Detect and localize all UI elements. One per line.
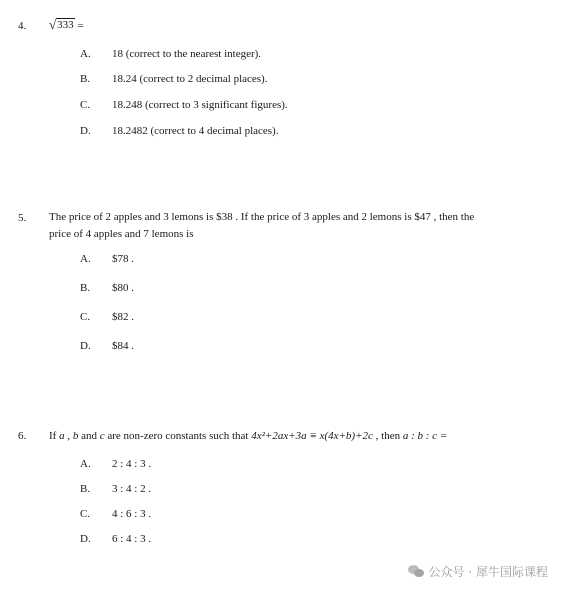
q5-option-d-letter: D. bbox=[80, 340, 91, 352]
q6-var-a: a bbox=[59, 430, 65, 442]
q5-option-b-text: $80 . bbox=[112, 282, 134, 294]
q6-option-c-letter: C. bbox=[80, 508, 91, 520]
q6-ratio: a : b : c = bbox=[402, 430, 448, 442]
q4-option-d-text: 18.2482 (correct to 4 decimal places). bbox=[112, 125, 279, 137]
q6-var-b: b bbox=[72, 430, 79, 442]
q6-option-d-letter: D. bbox=[80, 533, 91, 545]
q5-option-a-text: $78 . bbox=[112, 253, 134, 265]
q6-sep: , bbox=[64, 430, 73, 442]
q6-option-a-text: 2 : 4 : 3 . bbox=[112, 458, 152, 470]
question-6-stem bbox=[49, 428, 447, 445]
q6-and: and bbox=[78, 430, 100, 442]
question-6-number: 6. bbox=[18, 430, 27, 442]
equals-sign: = bbox=[77, 20, 84, 32]
q4-option-b-text: 18.24 (correct to 2 decimal places). bbox=[112, 73, 268, 85]
q6-option-b-letter: B. bbox=[80, 483, 91, 495]
q4-option-b-letter: B. bbox=[80, 73, 91, 85]
question-5-line-1: The price of 2 apples and 3 lemons is $38 . If the price of 3 apples and 2 lemons is $47 , then the bbox=[49, 211, 475, 223]
question-5-stem bbox=[49, 209, 474, 243]
q4-option-a-text: 18 (correct to the nearest integer). bbox=[112, 48, 262, 60]
q6-option-c-text: 4 : 6 : 3 . bbox=[112, 508, 152, 520]
q5-option-c-letter: C. bbox=[80, 311, 91, 323]
question-5-number: 5. bbox=[18, 212, 27, 224]
q6-option-b-text: 3 : 4 : 2 . bbox=[112, 483, 152, 495]
q6-var-c: c bbox=[99, 430, 105, 442]
q5-option-b-letter: B. bbox=[80, 282, 91, 294]
q6-middle-text: are non-zero constants such that bbox=[104, 430, 252, 442]
wechat-icon bbox=[408, 565, 424, 578]
radicand: 333 bbox=[57, 19, 74, 31]
square-root-expression bbox=[49, 18, 75, 32]
radical-sign: √ bbox=[49, 17, 57, 32]
q5-option-c-text: $82 . bbox=[112, 311, 134, 323]
watermark-text: 公众号 · 犀牛国际课程 bbox=[428, 565, 548, 579]
q5-option-d-text: $84 . bbox=[112, 340, 134, 352]
question-5-line-2: price of 4 apples and 7 lemons is bbox=[49, 228, 194, 240]
q5-option-a-letter: A. bbox=[80, 253, 91, 265]
q4-option-a-letter: A. bbox=[80, 48, 91, 60]
question-4-stem bbox=[49, 18, 84, 35]
question-4-number: 4. bbox=[18, 20, 27, 32]
q4-option-c-letter: C. bbox=[80, 99, 91, 111]
q6-prefix: If bbox=[49, 430, 60, 442]
q6-then: , then bbox=[372, 430, 403, 442]
q4-option-d-letter: D. bbox=[80, 125, 91, 137]
watermark-footer bbox=[408, 563, 548, 580]
q6-option-a-letter: A. bbox=[80, 458, 91, 470]
q6-equation: 4x²+2ax+3a ≡ x(4x+b)+2c bbox=[251, 430, 373, 442]
q4-option-c-text: 18.248 (correct to 3 significant figures). bbox=[112, 99, 288, 111]
q6-option-d-text: 6 : 4 : 3 . bbox=[112, 533, 152, 545]
